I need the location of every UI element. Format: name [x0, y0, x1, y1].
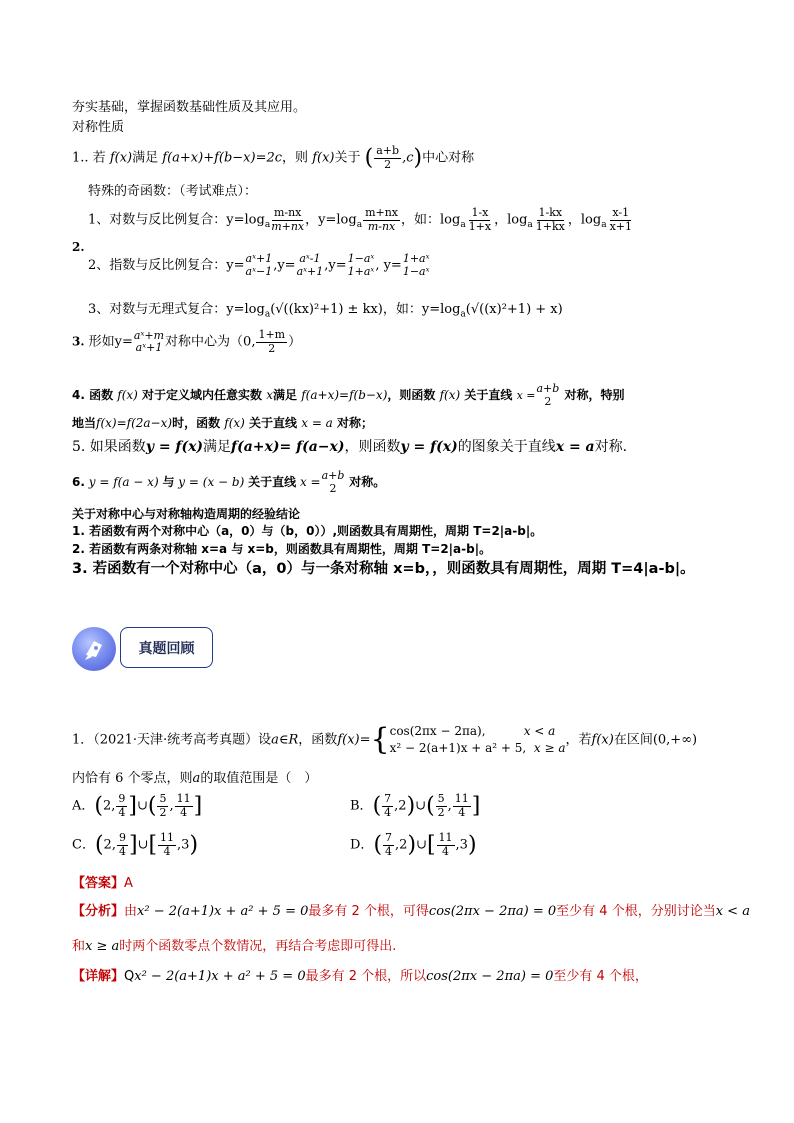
item-6: 6. y = f(a − x) 与 y = (x − b) 关于直线 x = a+b 2 对称。 — [72, 469, 386, 495]
answer-tag: 【答案】 — [72, 876, 125, 891]
option-a[interactable]: A．(2, $\frac{9}{4}$ ]∪( $\frac{5}{2}$ , $\frac{11}{4}$ ] — [72, 792, 203, 819]
item-2-number: 2. — [72, 240, 85, 254]
item-1-number: 1. — [72, 150, 85, 166]
option-c[interactable]: C．(2, $\frac{9}{4}$ ]∪[ $\frac{11}{4}$ ,3) — [72, 831, 199, 858]
rocket-icon — [72, 627, 116, 671]
item-3: 3. 形如y= aˣ+m aˣ+1 对称中心为（0, $\frac{1+m}{2}$ ） — [72, 328, 302, 355]
conclusion-1: 1. 若函数有两个对称中心（a，0）与（b，0））,则函数具有周期性，周期 T=2|a-b|。 — [72, 524, 543, 538]
item-1: 1.. 若 f(x)满足 f(a+x)+f(b−x)=2c，则 f(x)关于 ( $\frac{a+b}{2}$ ,c)中心对称 — [72, 144, 475, 171]
option-b[interactable]: B．( $\frac{7}{4}$ ,2)∪( $\frac{5}{2}$ , $\frac{11}{4}$ ] — [350, 792, 481, 819]
analysis-line-2: 和x ≥ a时两个函数零点个数情况，再结合考虑即可得出. — [72, 939, 397, 954]
item-2-line-2: 2、指数与反比例复合：y= aˣ+1 aˣ−1 ,y= aˣ-1 aˣ+1 ,y= 1−aˣ 1+aˣ , y= 1+aˣ 1−aˣ — [88, 252, 430, 278]
conclusion-3: 3. 若函数有一个对称中心（a，0）与一条对称轴 x=b，，则函数具有周期性，周期 T=4|a-b|。 — [72, 561, 695, 577]
answer-line — [72, 872, 133, 891]
answer-value: A — [124, 876, 133, 891]
detail-line-1: 【详解】Qx² − 2(a+1)x + a² + 5 = 0最多有 2 个根，所以cos(2πx − 2πa) = 0至少有 4 个根， — [72, 969, 648, 984]
item-4-line-1: 4. 函数 f(x) 对于定义域内任意实数 x满足 f(a+x)=f(b−x)，则函数 f(x) 关于直线 x = a+b 2 对称，特别 — [72, 382, 625, 408]
analysis-line-1: 【分析】由x² − 2(a+1)x + a² + 5 = 0最多有 2 个根，可得cos(2πx − 2πa) = 0至少有 4 个根，分别讨论当x < a — [72, 904, 750, 919]
question-line-2: 内恰有 6 个零点，则a的取值范围是（ ） — [72, 771, 318, 786]
section-title: 对称性质 — [72, 120, 125, 135]
item-1-condition: f(a+x)+f(b−x)=2c — [162, 150, 283, 166]
option-d[interactable]: D．( $\frac{7}{4}$ ,2)∪[ $\frac{11}{4}$ ,3) — [350, 831, 477, 858]
item-2-heading: 特殊的奇函数：（考试难点）： — [88, 184, 258, 199]
intro-text: 夯实基础，掌握函数基础性质及其应用。 — [72, 100, 307, 115]
conclusion-2: 2. 若函数有两条对称轴 x=a 与 x=b，则函数具有周期性，周期 T=2|a-b|。 — [72, 542, 492, 556]
banner-label: 真题回顾 — [120, 627, 213, 668]
item-5: 5. 如果函数y = f(x)满足f(a+x)= f(a−x)，则函数y = f(x)的图象关于直线x = a对称. — [72, 439, 628, 455]
item-1-fraction: $\frac{a+b}{2}$ — [376, 144, 400, 171]
item-4-line-2: 地当f(x)=f(2a−x)时，函数 f(x) 关于直线 x = a 对称； — [72, 416, 374, 430]
item-2-line-1: 1、对数与反比例复合：$y=\log_a$ $\frac{m-nx}{m+nx}$ ，$y=\log_a$ $\frac{m+nx}{m-nx}$ ，如：$\log_a$ $\frac{1-x}{1+x}$ ，$\log_a$ $\frac{1-kx}{1+kx}$ ，$\log_a$ $\frac{x-1}{x+1}$ — [88, 206, 632, 233]
item-2-line-3: 3、对数与无理式复合：$y=\log_a(√((kx)^2+1) \pm kx)$，如：$y=\log_a(√((x)^2+1) + x)$ — [88, 302, 563, 320]
question-stem: 1．（2021·天津·统考高考真题）设a∈R，函数f(x)={ cos(2πx − 2πa), x < a x² − 2(a+1)x + a² + 5, x ≥ a ，若f(x)在区间(0,+∞) — [72, 721, 698, 757]
piecewise-cases: cos(2πx − 2πa), x < a x² − 2(a+1)x + a² + 5, x ≥ a — [389, 724, 566, 755]
conclusions-title: 关于对称中心与对称轴构造周期的经验结论 — [72, 507, 301, 521]
